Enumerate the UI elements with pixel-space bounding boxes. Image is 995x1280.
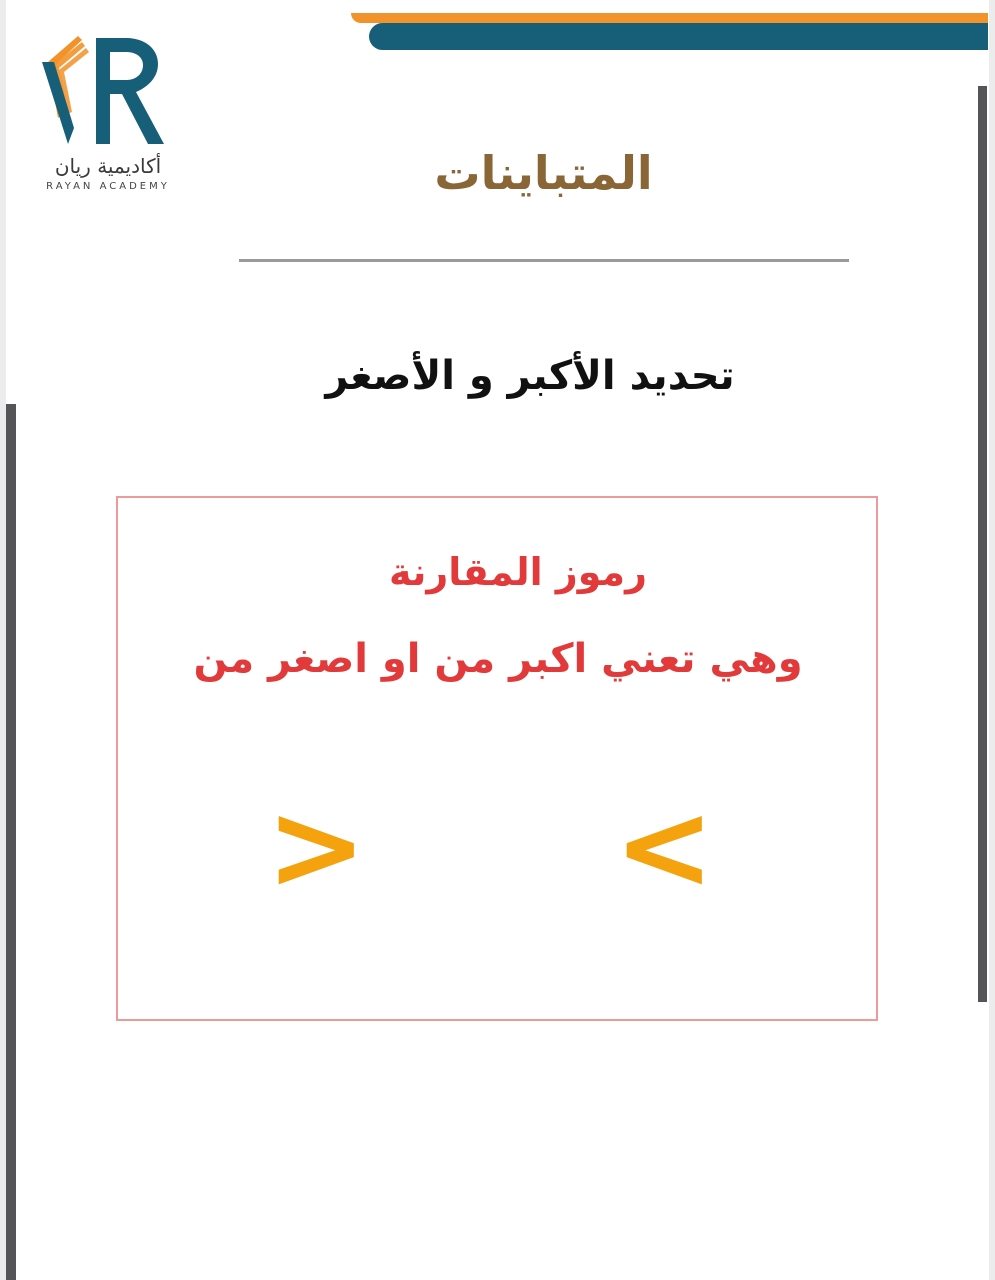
right-page-edge [978, 86, 987, 1002]
logo-arabic-text: أكاديمية ريان [54, 154, 162, 178]
header-bar-orange [351, 13, 988, 23]
rayan-academy-logo [38, 32, 178, 202]
section-subtitle: تحديد الأكبر و الأصغر [325, 353, 735, 399]
less-than-symbol: < [614, 778, 715, 917]
logo-english-text: RAYAN ACADEMY [46, 181, 170, 192]
greater-than-symbol: > [266, 778, 367, 917]
title-divider [239, 259, 849, 262]
left-page-edge [6, 404, 16, 1280]
logo-emblem [38, 32, 178, 154]
page-title: المتباينات [434, 146, 653, 200]
box-heading: رموز المقارنة [389, 550, 647, 594]
comparison-symbols-box [116, 496, 878, 1021]
header-bar-teal [369, 23, 988, 50]
box-description: وهي تعني اكبر من او اصغر من [193, 636, 803, 682]
